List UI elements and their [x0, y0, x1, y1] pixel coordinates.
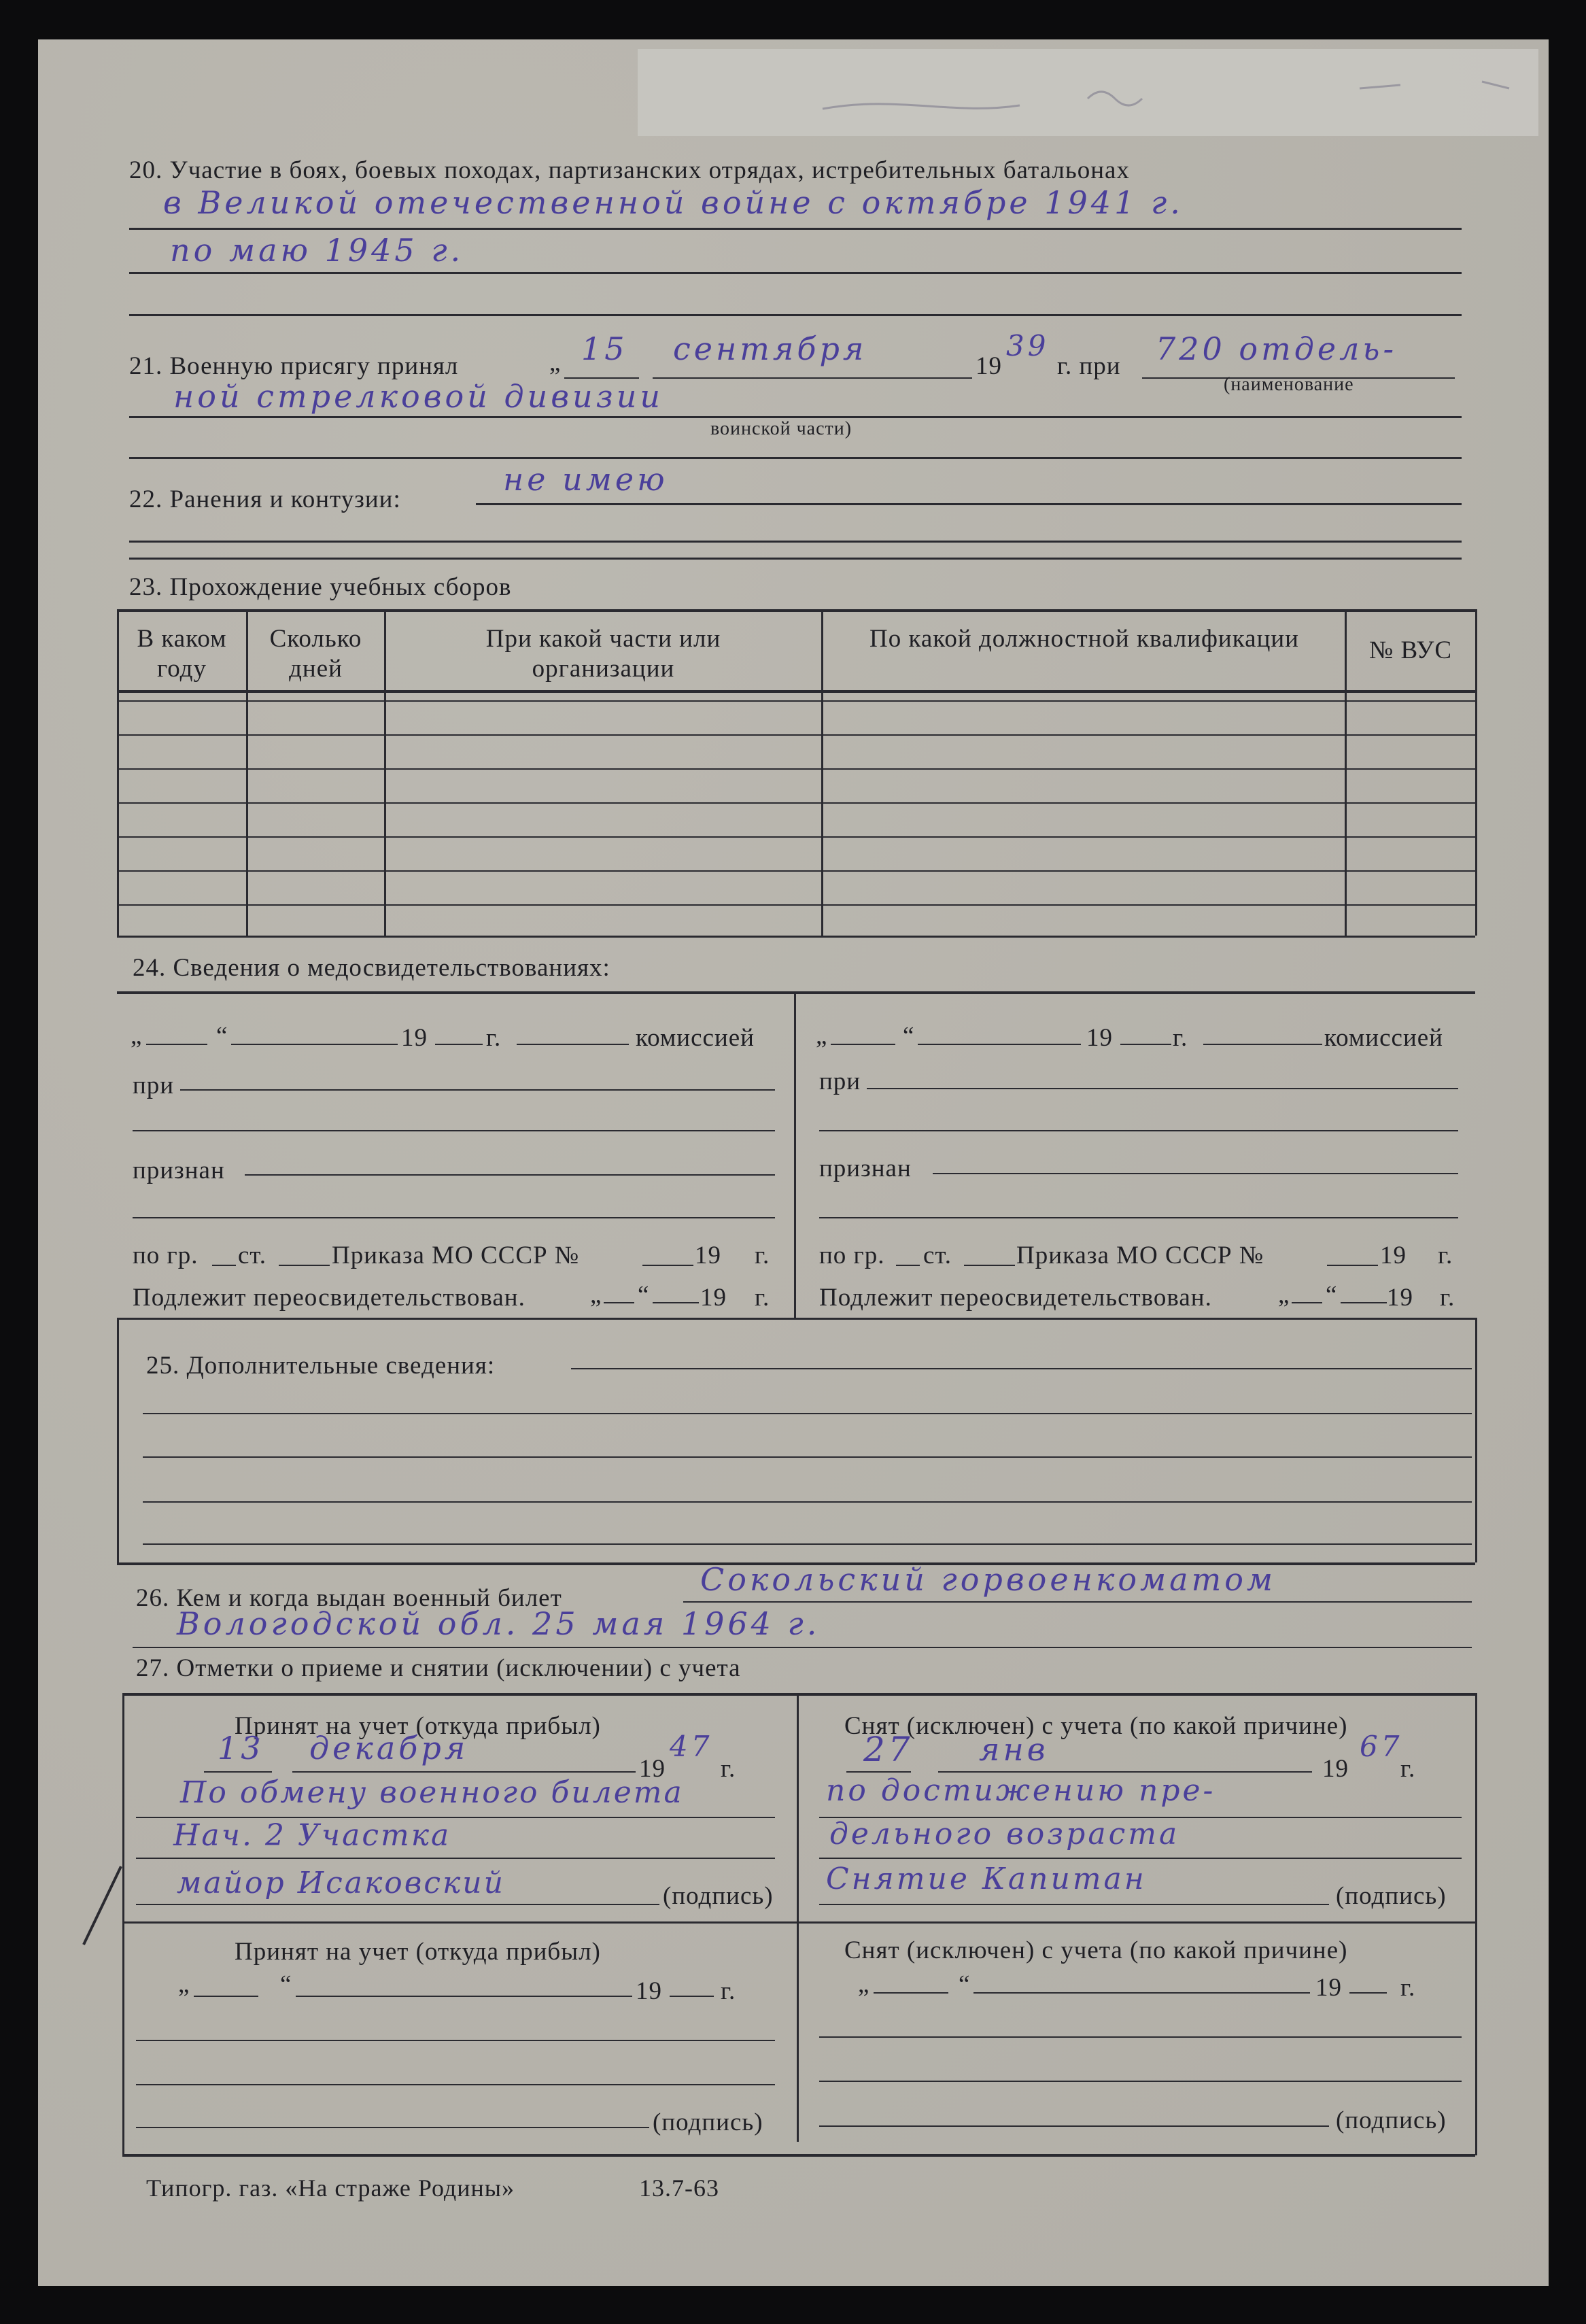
s24-right-19: 19 [1086, 1024, 1113, 1052]
s24-right-tail-line2 [1341, 1302, 1387, 1303]
s27-right-edge [1475, 1693, 1477, 2155]
s24-left-day-line [146, 1044, 207, 1045]
s27-rem2-19: 19 [1315, 1974, 1342, 2002]
s27-rem1-podpis: (подпись) [1336, 1882, 1447, 1910]
s21-g-pri: г. при [1057, 352, 1121, 380]
s27-top [122, 1693, 1475, 1696]
s21-month-line [653, 377, 972, 379]
s25-right-edge [1475, 1318, 1477, 1562]
s24-left-line [133, 1217, 775, 1218]
s24-right-19b: 19 [1380, 1242, 1407, 1269]
s24-top [117, 991, 1475, 994]
s21-label: 21. Военную присягу принял [129, 352, 459, 380]
s27-rem1-g: г. [1400, 1755, 1416, 1783]
s24-right-pri: при [819, 1067, 861, 1095]
s27-rem1-19: 19 [1322, 1755, 1349, 1783]
s24-left-year-line [435, 1044, 483, 1045]
s27-removed-caption-1: Снят (исключен) с учета (по какой причине) [844, 1712, 1348, 1740]
s24-left-po-gr: по гр. [133, 1242, 199, 1269]
s24-right-po-gr: по гр. [819, 1242, 885, 1269]
s23-row-line [117, 836, 1475, 838]
s24-right-commission-line [1203, 1044, 1322, 1045]
s24-left-num-line [642, 1265, 693, 1266]
s27-accepted-caption-1: Принят на учет (откуда прибыл) [235, 1712, 601, 1740]
s24-right-day-line [831, 1044, 895, 1045]
s21-year: 39 [1006, 329, 1050, 362]
s20-label: 20. Участие в боях, боевых походах, партизанских отрядах, истребительных батальонах [129, 156, 1130, 184]
s26-label: 26. Кем и когда выдан военный билет [136, 1584, 562, 1612]
s22-line-2 [129, 541, 1462, 543]
s24-left-month-line [231, 1044, 398, 1045]
s24-bottom [117, 1318, 1475, 1320]
s23-col-sep-4 [1345, 609, 1347, 936]
s24-left-pri-line [180, 1089, 775, 1091]
s21-month: сентября [673, 330, 867, 367]
s26-line-2 [133, 1647, 1472, 1648]
s24-right-st-line [964, 1265, 1015, 1266]
s27-acc1-19: 19 [639, 1755, 666, 1783]
footer-printer: Типогр. газ. «На страже Родины» [146, 2174, 515, 2202]
s27-rem2-line [819, 2081, 1462, 2082]
s25-left-edge [117, 1318, 119, 1562]
s21-caption-2: воинской части) [710, 418, 852, 439]
s27-acc2-19: 19 [636, 1977, 662, 2005]
s24-right-quote-close: “ [903, 1022, 915, 1050]
s23-table-top [117, 609, 1475, 612]
s24-left-komissiei: комиссией [636, 1024, 755, 1052]
s23-row-line [117, 802, 1475, 804]
s27-acc1-l1: По обмену военного билета [180, 1775, 684, 1810]
s24-right-quote: „ [816, 1022, 828, 1050]
s21-caption-1: (наименование [1224, 374, 1354, 395]
s24-right-priznan-line [933, 1173, 1458, 1174]
s24-left-priznan-line [245, 1174, 775, 1176]
s27-removed-caption-2: Снят (исключен) с учета (по какой причине) [844, 1936, 1348, 1964]
s24-right-tail-19: 19 [1387, 1284, 1413, 1312]
s23-col-days: Сколько дней [269, 625, 362, 683]
s24-right-tail-g: г. [1440, 1284, 1455, 1312]
s24-left-gr-line [212, 1265, 236, 1266]
s23-header-bottom-2 [117, 700, 1475, 702]
s23-row-line [117, 870, 1475, 872]
s27-rem1-l1: по достижению пре- [826, 1773, 1216, 1808]
s27-acc1-month: декабря [309, 1730, 469, 1766]
s24-right-g: г. [1173, 1024, 1188, 1052]
s21-quote: „ [549, 349, 562, 377]
s24-left-line [133, 1130, 775, 1131]
s24-right-num-line [1327, 1265, 1378, 1266]
s27-rem1-year: 67 [1360, 1730, 1403, 1763]
s24-left-19b: 19 [695, 1242, 721, 1269]
s24-divider [794, 991, 796, 1318]
s27-rem2-sign-line [819, 2125, 1329, 2127]
s27-acc2-year-line [670, 1996, 714, 1997]
s24-left-tail-g: г. [755, 1284, 770, 1312]
s27-rem1-day-line [846, 1771, 911, 1773]
s27-acc1-month-line [292, 1771, 636, 1773]
s27-rem2-g: г. [1400, 1974, 1416, 2002]
s20-line-3 [129, 314, 1462, 316]
s21-line-3 [129, 457, 1462, 459]
s20-line-2 [129, 272, 1462, 274]
pencil-mark [816, 68, 1530, 129]
s23-col-sep-1 [246, 609, 248, 936]
s24-right-tail-line [1292, 1302, 1322, 1303]
s26-handwriting-1: Сокольский горвоенкоматом [700, 1561, 1277, 1598]
s26-line-1 [683, 1601, 1472, 1603]
s24-left-pri: при [133, 1072, 175, 1099]
s27-acc2-sign-line [136, 2127, 649, 2128]
s27-rem1-line [819, 1858, 1462, 1859]
s26-handwriting-2: Вологодской обл. 25 мая 1964 г. [177, 1605, 821, 1642]
s24-left-tail-line [604, 1302, 634, 1303]
s23-col-vus: № ВУС [1368, 636, 1453, 664]
s27-acc1-sign-line [136, 1904, 659, 1905]
s24-left-podlezhit: Подлежит переосвидетельствован. [133, 1284, 525, 1312]
s27-acc1-day-line [204, 1771, 272, 1773]
s27-bottom [122, 2154, 1475, 2157]
s24-left-st-line [279, 1265, 330, 1266]
s27-label: 27. Отметки о приеме и снятии (исключении) с учета [136, 1654, 741, 1682]
s27-rem1-l3: Снятие Капитан [826, 1862, 1147, 1896]
s23-row-line [117, 768, 1475, 770]
s23-row-line [117, 734, 1475, 736]
s23-col-qualification: По какой должностной квалификации [869, 625, 1299, 653]
s24-right-prikaz: Приказа МО СССР № [1016, 1242, 1264, 1269]
s21-day: 15 [581, 330, 628, 367]
s27-acc1-year: 47 [670, 1730, 713, 1763]
s24-left-st: ст. [238, 1242, 267, 1269]
s27-rem2-year-line [1349, 1992, 1387, 1994]
s25-line [143, 1501, 1472, 1503]
s24-right-podlezhit: Подлежит переосвидетельствован. [819, 1284, 1212, 1312]
s27-rem2-month-line [973, 1992, 1310, 1994]
s27-rem2-quote-close: “ [959, 1970, 971, 1998]
s24-right-line [819, 1130, 1458, 1131]
s24-left-quote: „ [131, 1022, 143, 1050]
s24-right-tail-q: „ [1278, 1281, 1290, 1309]
s27-rem1-l2: дельного возраста [829, 1817, 1180, 1851]
s23-header-bottom [117, 690, 1475, 693]
s23-right-edge [1475, 609, 1477, 936]
s24-right-month-line [918, 1044, 1081, 1045]
s27-acc2-g: г. [721, 1977, 736, 2005]
s24-right-st: ст. [923, 1242, 952, 1269]
s25-line [143, 1456, 1472, 1458]
s22-line-3 [129, 558, 1462, 560]
footer-code: 13.7-63 [639, 2174, 719, 2202]
s24-right-pri-line [867, 1088, 1458, 1089]
s27-rem1-sign-line [819, 1904, 1329, 1905]
s27-rem1-month-line [938, 1771, 1312, 1773]
s27-acc2-line [136, 2040, 775, 2041]
s23-col-unit: При какой части или организации [485, 625, 721, 683]
s24-left-tail-line2 [653, 1302, 699, 1303]
s27-acc1-line [136, 1858, 775, 1859]
s24-right-tail-q2: “ [1326, 1281, 1338, 1309]
s21-unit-1: 720 отдель- [1156, 330, 1397, 367]
s21-unit-2: ной стрелковой дивизии [173, 378, 663, 415]
s27-rem2-day-line [874, 1992, 948, 1994]
s27-acc2-day-line [194, 1996, 258, 1997]
s27-acc2-line [136, 2084, 775, 2085]
s27-acc1-g: г. [721, 1755, 736, 1783]
s27-acc1-podpis: (подпись) [663, 1882, 774, 1910]
s22-line-1 [476, 503, 1462, 505]
s25-line [143, 1543, 1472, 1545]
s27-divider [797, 1693, 799, 2142]
s27-rem2-podpis: (подпись) [1336, 2106, 1447, 2134]
s23-label: 23. Прохождение учебных сборов [129, 573, 512, 601]
s24-left-g: г. [486, 1024, 502, 1052]
s25-label: 25. Дополнительные сведения: [146, 1352, 496, 1380]
s27-acc2-quote: „ [178, 1970, 190, 1998]
s24-label: 24. Сведения о медосвидетельствованиях: [133, 954, 610, 982]
s23-col-sep-2 [384, 609, 386, 936]
s23-col-year: В каком году [137, 625, 227, 683]
s20-handwriting-2: по маю 1945 г. [170, 232, 464, 269]
s24-left-tail-q2: “ [638, 1281, 650, 1309]
margin-pencil-mark [73, 1863, 135, 1951]
s27-acc2-month-line [296, 1996, 632, 1997]
s20-handwriting-1: в Великой отечественной войне с октябре 1941 г. [163, 184, 1184, 221]
s24-left-19: 19 [401, 1024, 428, 1052]
s23-row-line [117, 904, 1475, 906]
s20-line-1 [129, 228, 1462, 230]
s27-rem1-day: 27 [863, 1730, 914, 1769]
s24-left-commission-line [517, 1044, 629, 1045]
s22-label: 22. Ранения и контузии: [129, 485, 401, 513]
s24-right-line [819, 1217, 1458, 1218]
s25-line [143, 1413, 1472, 1414]
s22-value: не имею [503, 461, 668, 498]
s24-right-year-line [1120, 1044, 1171, 1045]
s27-accepted-caption-2: Принят на учет (откуда прибыл) [235, 1938, 601, 1966]
s27-rem1-month: янв [979, 1731, 1049, 1768]
s24-left-priznan: признан [133, 1157, 225, 1184]
s24-right-gb: г. [1438, 1242, 1453, 1269]
s24-right-priznan: признан [819, 1155, 912, 1182]
s27-acc1-day: 13 [218, 1730, 264, 1766]
s27-rem2-quote: „ [858, 1970, 870, 1998]
s24-left-prikaz: Приказа МО СССР № [332, 1242, 580, 1269]
s21-year-prefix: 19 [976, 352, 1002, 380]
s27-acc1-l3: майор Исаковский [177, 1866, 505, 1900]
s27-mid-line [122, 1921, 1475, 1924]
s25-line-1 [571, 1368, 1472, 1369]
s24-right-komissiei: комиссией [1324, 1024, 1443, 1052]
s24-left-tail-19: 19 [700, 1284, 727, 1312]
s27-acc2-quote-close: “ [280, 1970, 292, 1998]
s24-right-gr-line [896, 1265, 920, 1266]
s27-acc1-l2: Нач. 2 Участка [173, 1818, 451, 1853]
s24-left-gb: г. [755, 1242, 770, 1269]
s23-col-sep-3 [821, 609, 823, 936]
s27-acc2-podpis: (подпись) [653, 2108, 763, 2136]
s27-rem2-line [819, 2036, 1462, 2038]
s24-left-tail-q: „ [590, 1281, 602, 1309]
s23-table-bottom [117, 936, 1475, 938]
s24-left-quote-close: “ [216, 1022, 228, 1050]
